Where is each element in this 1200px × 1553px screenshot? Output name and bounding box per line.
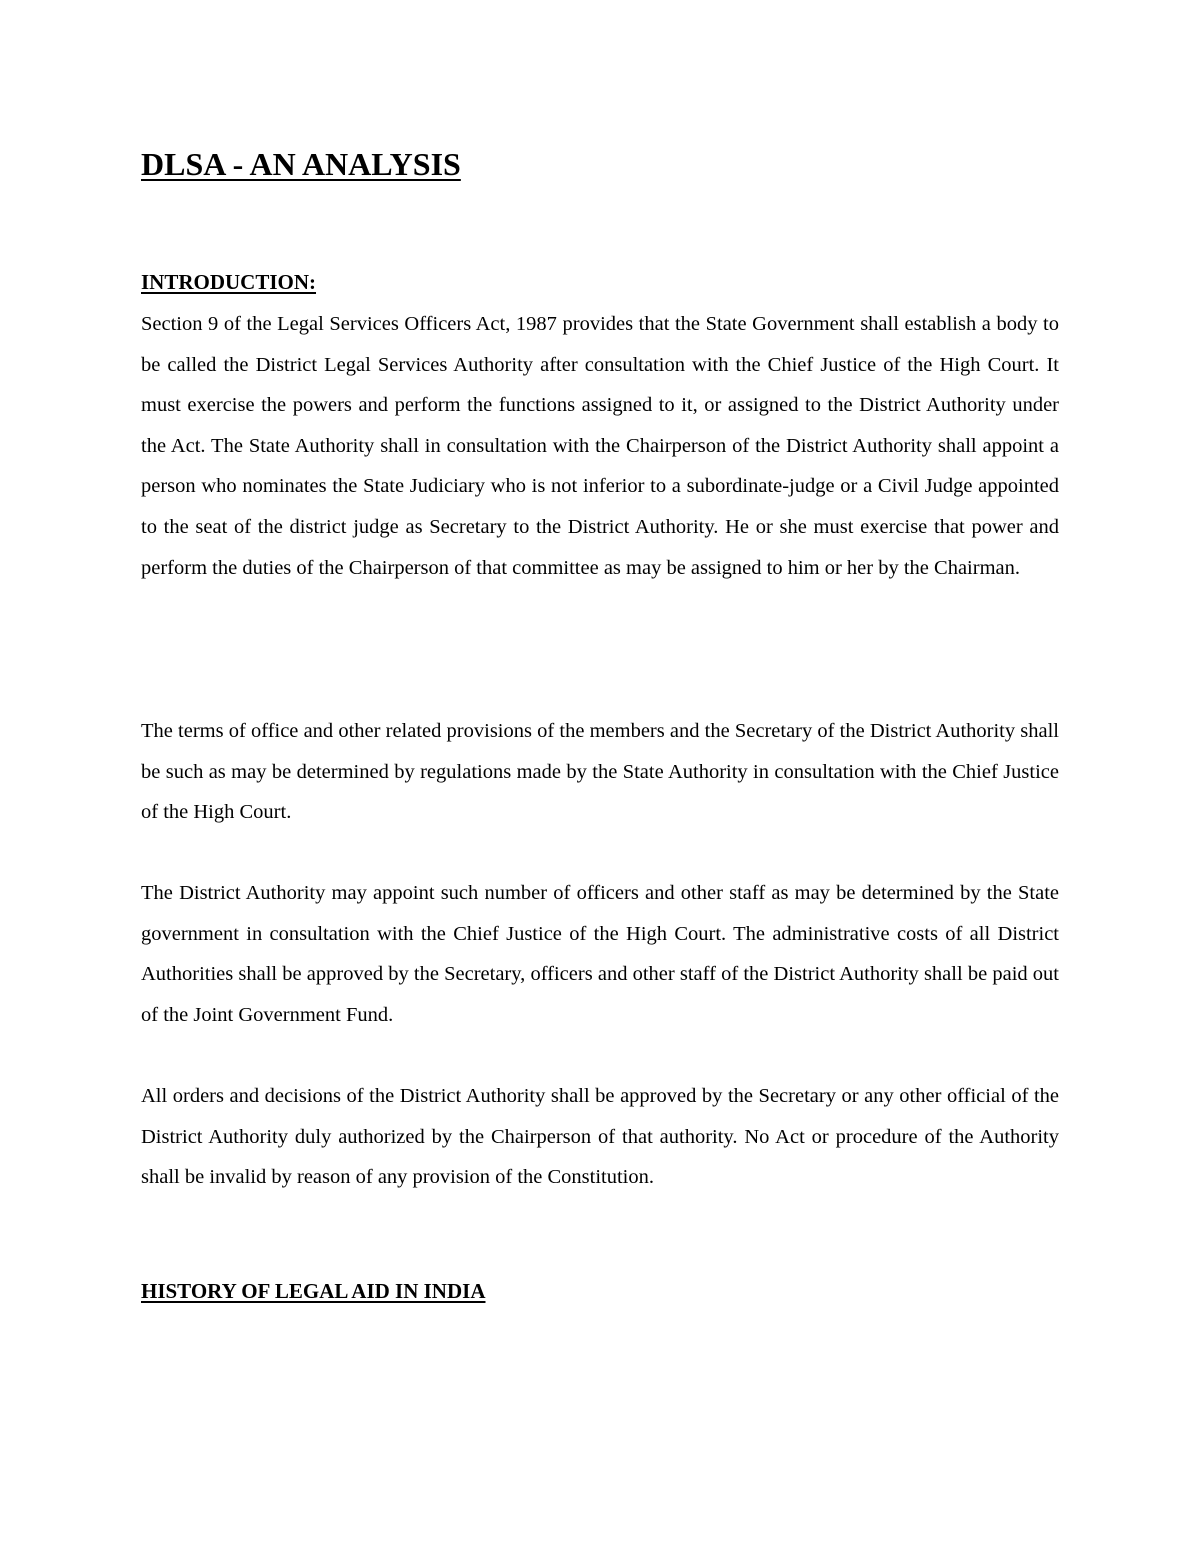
paragraph: Section 9 of the Legal Services Officers Act, 1987 provides that the State Government shall establish a body to be called the District Legal Services Authority after consultation with the Chief Justice of the High Court. It must exercise the powers and perform the functions assigned to it, or assigned to the District Authority under the Act. The State Authority shall in consultation with the Chairperson of the District Authority shall appoint a person who nominates the State Judiciary who is not inferior to a subordinate-judge or a Civil Judge appointed to the seat of the district judge as Secretary to the District Authority. He or she must exercise that power and perform the duties of the Chairperson of that committee as may be assigned to him or her by the Chairman. [141, 313, 1059, 579]
paragraph: The terms of office and other related provisions of the members and the Secretary of the District Authority shall be such as may be determined by regulations made by the State Authority in consultation with the Chief Justice of the High Court. [141, 720, 1059, 824]
paragraph: All orders and decisions of the District Authority shall be approved by the Secretary or any other official of the District Authority duly authorized by the Chairperson of that authority. No Act or procedure of the Authority shall be invalid by reason of any provision of the Constitution. [141, 1085, 1059, 1189]
section-heading-introduction: INTRODUCTION: [141, 270, 317, 294]
section-heading-history: HISTORY OF LEGAL AID IN INDIA [141, 1279, 486, 1303]
document-title: DLSA - AN ANALYSIS [141, 146, 461, 182]
paragraph: The District Authority may appoint such number of officers and other staff as may be determined by the State government in consultation with the Chief Justice of the High Court. The administrative costs of all District Authorities shall be approved by the Secretary, officers and other staff of the District Authority shall be paid out of the Joint Government Fund. [141, 882, 1059, 1026]
